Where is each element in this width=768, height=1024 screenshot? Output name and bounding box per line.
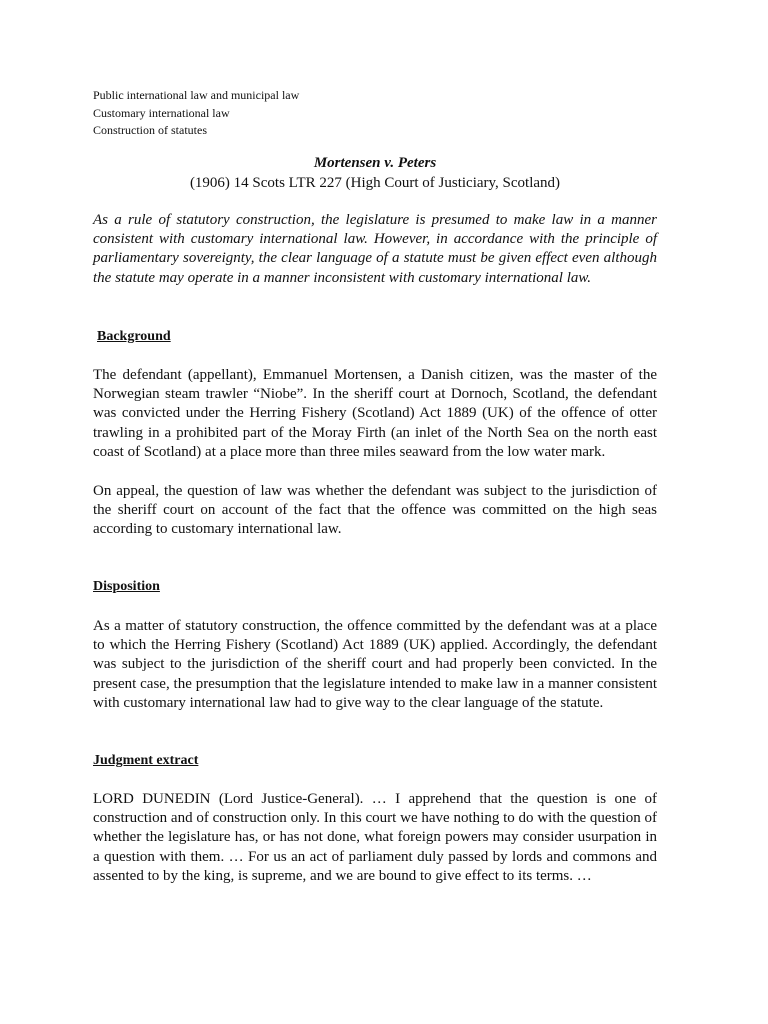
judgment-paragraph: LORD DUNEDIN (Lord Justice-General). … I apprehend that the question is one of construction and of construction only. In this court we have nothing to do with the question of whether the legislature has, or has not done, what foreign powers may consider usurpation in a question with them. … For us an act of parliament duly passed by lords and commons and assented to by the king, is supreme, and we are bound to give effect to its terms. … <box>93 791 657 884</box>
topic-item: Construction of statutes <box>93 123 207 137</box>
judgment-heading: Judgment extract <box>93 753 199 768</box>
summary-paragraph: As a rule of statutory construction, the legislature is presumed to make law in a manner consistent with customary international law. However, in accordance with the principle of parliamentary sovereignty, the clear language of a statute must be given effect even although the statute may operate in a manner inconsistent with customary international law. <box>93 212 657 286</box>
background-heading: Background <box>97 329 171 344</box>
case-citation: (1906) 14 Scots LTR 227 (High Court of Justiciary, Scotland) <box>189 175 561 191</box>
background-paragraph: The defendant (appellant), Emmanuel Mortensen, a Danish citizen, was the master of the Norwegian steam trawler “Niobe”. In the sheriff court at Dornoch, Scotland, the defendant was convicted under the Herring Fishery (Scotland) Act 1889 (UK) of the offence of otter trawling in a prohibited part of the Moray Firth (an inlet of the North Sea on the north east coast of Scotland) at a place more than three miles seaward from the low water mark. <box>93 367 657 460</box>
background-paragraph: On appeal, the question of law was whether the defendant was subject to the jurisdiction of the sheriff court on account of the fact that the offence was committed on the high seas according to customary international law. <box>93 483 657 538</box>
case-title: Mortensen v. Peters <box>313 155 437 171</box>
disposition-heading: Disposition <box>93 579 160 594</box>
topic-item: Customary international law <box>93 105 230 120</box>
topic-item: Public international law and municipal law <box>93 88 300 102</box>
topic-list <box>93 87 299 140</box>
disposition-paragraph: As a matter of statutory construction, the offence committed by the defendant was at a place to which the Herring Fishery (Scotland) Act 1889 (UK) applied. Accordingly, the defendant was subject to the jurisdiction of the sheriff court and had properly been convicted. In the present case, the presumption that the legislature intended to make law in a manner consistent with customary international law had to give way to the clear language of the statute. <box>93 618 657 711</box>
